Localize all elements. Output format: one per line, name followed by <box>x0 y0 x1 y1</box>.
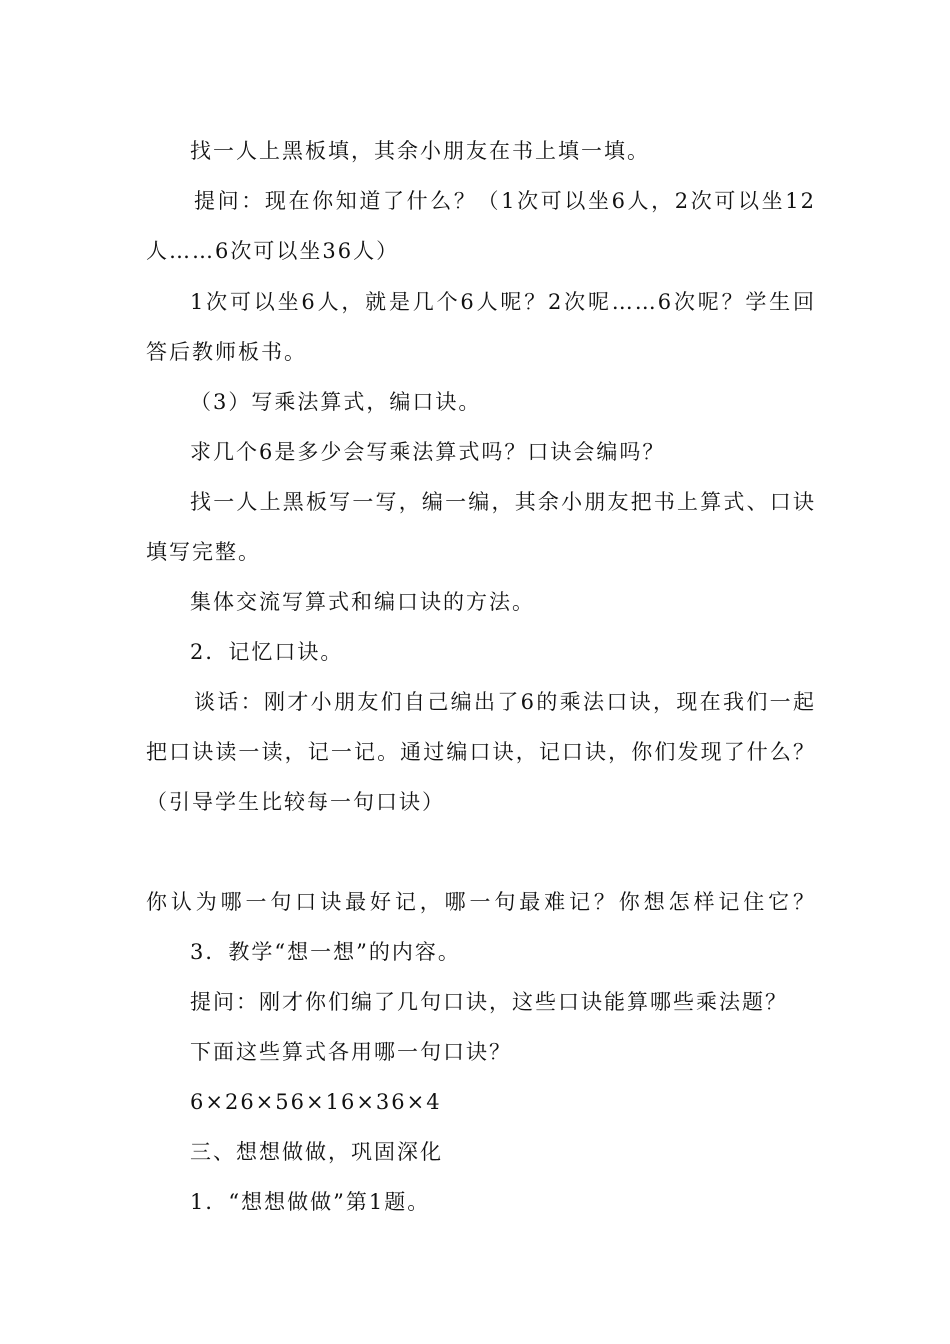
paragraph-line-13: 把口诀读一读，记一记。通过编口诀，记口诀，你们发现了什么？ <box>146 740 816 764</box>
paragraph-line-10: 集体交流写算式和编口诀的方法。 <box>190 590 535 614</box>
section-heading-write-formula: （3）写乘法算式，编口诀。 <box>190 390 482 414</box>
section-heading-think: 3．教学“想一想”的内容。 <box>190 940 461 964</box>
paragraph-line-15: 你认为哪一句口诀最好记，哪一句最难记？你想怎样记住它？ <box>146 890 816 914</box>
paragraph-line-14: （引导学生比较每一句口诀） <box>146 790 445 814</box>
paragraph-line-1: 找一人上黑板填，其余小朋友在书上填一填。 <box>190 139 650 163</box>
paragraph-line-12: 谈话：刚才小朋友们自己编出了6的乘法口诀，现在我们一起 <box>194 690 816 714</box>
paragraph-line-2: 提问：现在你知道了什么？（1次可以坐6人，2次可以坐12 <box>194 189 816 213</box>
paragraph-line-5: 答后教师板书。 <box>146 340 307 364</box>
paragraph-line-9: 填写完整。 <box>146 540 261 564</box>
paragraph-line-4: 1次可以坐6人，就是几个6人呢？2次呢……6次呢？学生回 <box>190 290 816 314</box>
paragraph-line-3: 人……6次可以坐36人） <box>146 239 400 263</box>
formula-line: 6×26×56×16×36×4 <box>190 1090 442 1114</box>
section-heading-memorize: 2．记忆口诀。 <box>190 640 344 664</box>
paragraph-line-18: 下面这些算式各用哪一句口诀？ <box>190 1040 512 1064</box>
section-heading-practice: 三、想想做做，巩固深化 <box>190 1140 443 1164</box>
paragraph-line-8: 找一人上黑板写一写，编一编，其余小朋友把书上算式、口诀 <box>190 490 816 514</box>
paragraph-line-7: 求几个6是多少会写乘法算式吗？口诀会编吗？ <box>190 440 666 464</box>
section-heading-exercise-1: 1．“想想做做”第1题。 <box>190 1190 431 1214</box>
paragraph-line-17: 提问：刚才你们编了几句口诀，这些口诀能算哪些乘法题？ <box>190 990 788 1014</box>
